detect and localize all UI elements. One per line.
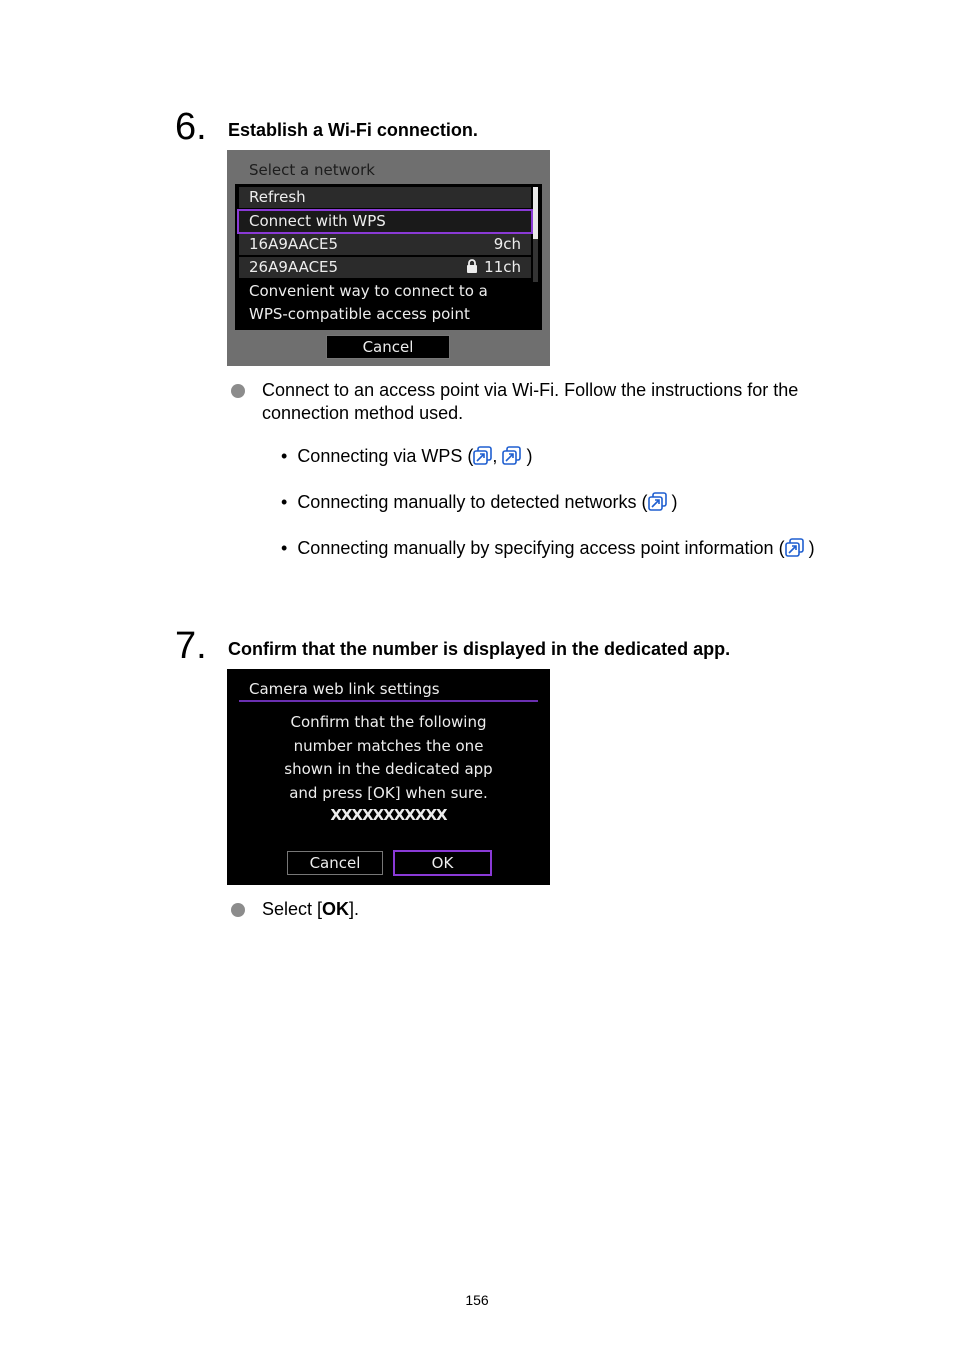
sub-item-sep: , [492,446,498,466]
step-7-number: 7. [175,625,207,667]
lock-icon [466,259,478,273]
sub-bullet: • [281,538,298,558]
bullet-dot [231,384,245,398]
page-link-icon[interactable] [648,492,667,511]
sub-item-wps [281,445,532,468]
instruction-line: Connect to an access point via Wi-Fi. Follow the instructions for the [262,380,799,400]
header-divider [239,700,538,702]
screen-header: Select a network [249,161,375,179]
network-item-label: Connect with WPS [249,212,386,230]
channel-group [466,257,521,278]
network-item-26a9aace5[interactable] [239,257,531,278]
camera-web-link-screen [227,669,550,885]
network-item-label: Refresh [249,188,306,206]
instruction-bold: OK [322,899,350,919]
step-6-title: Establish a Wi-Fi connection. [228,120,478,140]
step-7-title: Confirm that the number is displayed in the dedicated app. [228,639,731,659]
message-line: number matches the one [293,736,484,755]
sub-item-close: ) [671,492,678,512]
description-line: Convenient way to connect to a [249,282,488,300]
cancel-button[interactable]: Cancel [326,335,450,359]
sub-item-close: ) [526,446,533,466]
instruction-line: connection method used. [262,403,464,423]
sub-item-specifying [281,537,815,560]
step-6-number: 6. [175,106,207,148]
instruction-text: Select [ [262,899,323,919]
network-item-16a9aace5[interactable] [239,234,531,255]
network-item-refresh[interactable] [239,187,531,208]
sub-item-text: Connecting via WPS ( [297,446,474,466]
sub-item-text: Connecting manually to detected networks ( [297,492,648,512]
sub-bullet: • [281,492,298,512]
page-link-icon[interactable] [473,446,492,465]
page-link-icon[interactable] [502,446,521,465]
step-7-instruction [262,898,359,921]
step-6-instruction [262,379,902,425]
network-item-connect-wps[interactable] [239,211,531,232]
network-item-label: 16A9AACE5 [249,235,339,253]
item-description [249,280,488,326]
sub-item-detected [281,491,678,514]
channel-label: 11ch [484,258,521,276]
confirm-message [227,711,550,805]
message-line: and press [OK] when sure. [289,783,488,802]
cancel-button[interactable]: Cancel [287,851,383,875]
select-network-screen [227,150,550,366]
sub-bullet: • [281,446,298,466]
scrollbar-thumb[interactable] [533,187,538,239]
message-line: shown in the dedicated app [284,760,493,778]
message-line: Confirm that the following [290,713,487,731]
page-number: 156 [465,1292,489,1308]
screen-header: Camera web link settings [249,680,440,698]
network-list [235,184,542,330]
sub-item-close: ) [808,538,815,558]
description-line: WPS-compatible access point [249,305,470,323]
sub-item-text: Connecting manually by specifying access point information ( [297,538,785,558]
channel-label: 9ch [493,235,521,253]
confirmation-code: XXXXXXXXXXX [330,806,447,824]
bullet-dot [231,903,245,917]
instruction-text: ]. [349,899,360,919]
ok-button[interactable]: OK [393,850,492,876]
network-item-label: 26A9AACE5 [249,258,339,276]
page-link-icon[interactable] [785,538,804,557]
